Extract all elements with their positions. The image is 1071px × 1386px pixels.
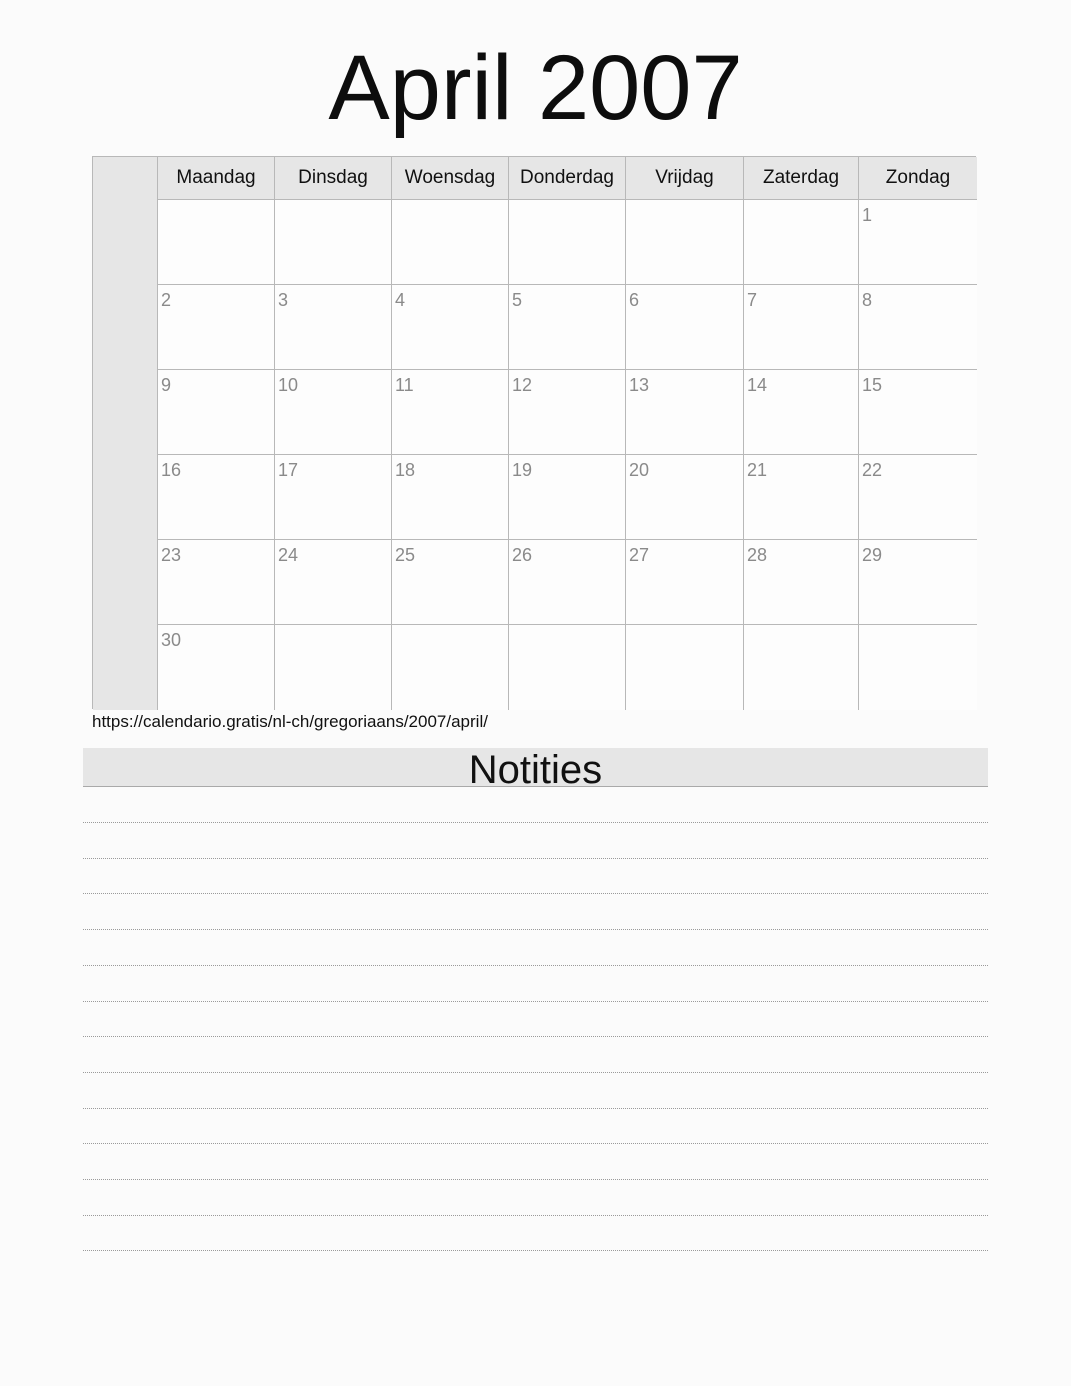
day-number: 28 xyxy=(747,545,768,565)
weekday-header: Zaterdag xyxy=(744,157,859,200)
day-number: 9 xyxy=(161,375,172,395)
note-line xyxy=(83,1179,988,1180)
day-cell xyxy=(158,625,275,710)
day-cell xyxy=(509,370,626,455)
day-cell xyxy=(158,455,275,540)
day-cell xyxy=(158,370,275,455)
day-cell xyxy=(275,370,392,455)
note-line xyxy=(83,858,988,859)
day-number: 1 xyxy=(862,205,873,225)
day-number: 18 xyxy=(395,460,416,480)
day-number: 27 xyxy=(629,545,650,565)
day-cell xyxy=(626,370,744,455)
day-cell xyxy=(626,285,744,370)
day-cell xyxy=(626,540,744,625)
note-line xyxy=(83,1001,988,1002)
day-cell xyxy=(275,455,392,540)
day-cell xyxy=(626,455,744,540)
day-number: 13 xyxy=(629,375,650,395)
day-number: 7 xyxy=(747,290,758,310)
note-line xyxy=(83,929,988,930)
day-number: 29 xyxy=(862,545,883,565)
day-cell xyxy=(509,285,626,370)
day-cell xyxy=(392,625,509,710)
note-line xyxy=(83,1036,988,1037)
day-cell xyxy=(744,285,859,370)
day-cell xyxy=(744,370,859,455)
day-number: 30 xyxy=(161,630,182,650)
day-cell xyxy=(859,200,977,285)
calendar-grid xyxy=(92,156,976,709)
day-number: 26 xyxy=(512,545,533,565)
day-number: 4 xyxy=(395,290,406,310)
note-line xyxy=(83,893,988,894)
day-cell xyxy=(859,285,977,370)
day-number: 24 xyxy=(278,545,299,565)
weekday-header: Dinsdag xyxy=(275,157,392,200)
day-number: 17 xyxy=(278,460,299,480)
day-cell xyxy=(158,285,275,370)
notes-header xyxy=(83,748,988,792)
note-line xyxy=(83,1072,988,1073)
day-cell xyxy=(744,625,859,710)
day-number: 20 xyxy=(629,460,650,480)
day-cell xyxy=(392,200,509,285)
day-number: 5 xyxy=(512,290,523,310)
day-cell xyxy=(158,200,275,285)
note-line xyxy=(83,965,988,966)
note-line xyxy=(83,1250,988,1251)
day-cell xyxy=(275,540,392,625)
day-cell xyxy=(626,200,744,285)
day-number: 11 xyxy=(395,375,414,395)
day-cell xyxy=(859,625,977,710)
day-cell xyxy=(859,455,977,540)
day-number: 19 xyxy=(512,460,533,480)
day-number: 10 xyxy=(278,375,299,395)
day-cell xyxy=(275,285,392,370)
day-cell xyxy=(509,200,626,285)
day-cell xyxy=(744,455,859,540)
day-cell xyxy=(744,200,859,285)
notes-title: Notities xyxy=(468,748,603,792)
week-number-column xyxy=(93,157,158,710)
day-cell xyxy=(392,370,509,455)
day-number: 8 xyxy=(862,290,873,310)
page-title: April 2007 xyxy=(328,37,743,139)
weekday-header: Zondag xyxy=(859,157,977,200)
day-cell xyxy=(392,455,509,540)
note-line xyxy=(83,1108,988,1109)
day-number: 21 xyxy=(747,460,768,480)
day-cell xyxy=(509,625,626,710)
day-cell xyxy=(509,540,626,625)
weekday-header: Vrijdag xyxy=(626,157,744,200)
day-number: 23 xyxy=(161,545,182,565)
day-cell xyxy=(859,370,977,455)
note-line xyxy=(83,822,988,823)
day-cell xyxy=(392,285,509,370)
note-line xyxy=(83,1215,988,1216)
weekday-header: Donderdag xyxy=(509,157,626,200)
note-line xyxy=(83,1143,988,1144)
day-cell xyxy=(744,540,859,625)
day-cell xyxy=(859,540,977,625)
day-cell xyxy=(509,455,626,540)
day-cell xyxy=(275,200,392,285)
day-number: 16 xyxy=(161,460,182,480)
day-cell xyxy=(275,625,392,710)
day-number: 2 xyxy=(161,290,172,310)
weekday-header: Maandag xyxy=(158,157,275,200)
day-number: 25 xyxy=(395,545,416,565)
day-number: 3 xyxy=(278,290,289,310)
day-number: 6 xyxy=(629,290,640,310)
day-cell xyxy=(626,625,744,710)
weekday-header: Woensdag xyxy=(392,157,509,200)
source-url: https://calendario.gratis/nl-ch/gregoriaans/2007/april/ xyxy=(92,712,488,731)
day-cell xyxy=(392,540,509,625)
day-number: 12 xyxy=(512,375,533,395)
day-number: 22 xyxy=(862,460,883,480)
day-number: 14 xyxy=(747,375,768,395)
day-cell xyxy=(158,540,275,625)
day-number: 15 xyxy=(862,375,883,395)
